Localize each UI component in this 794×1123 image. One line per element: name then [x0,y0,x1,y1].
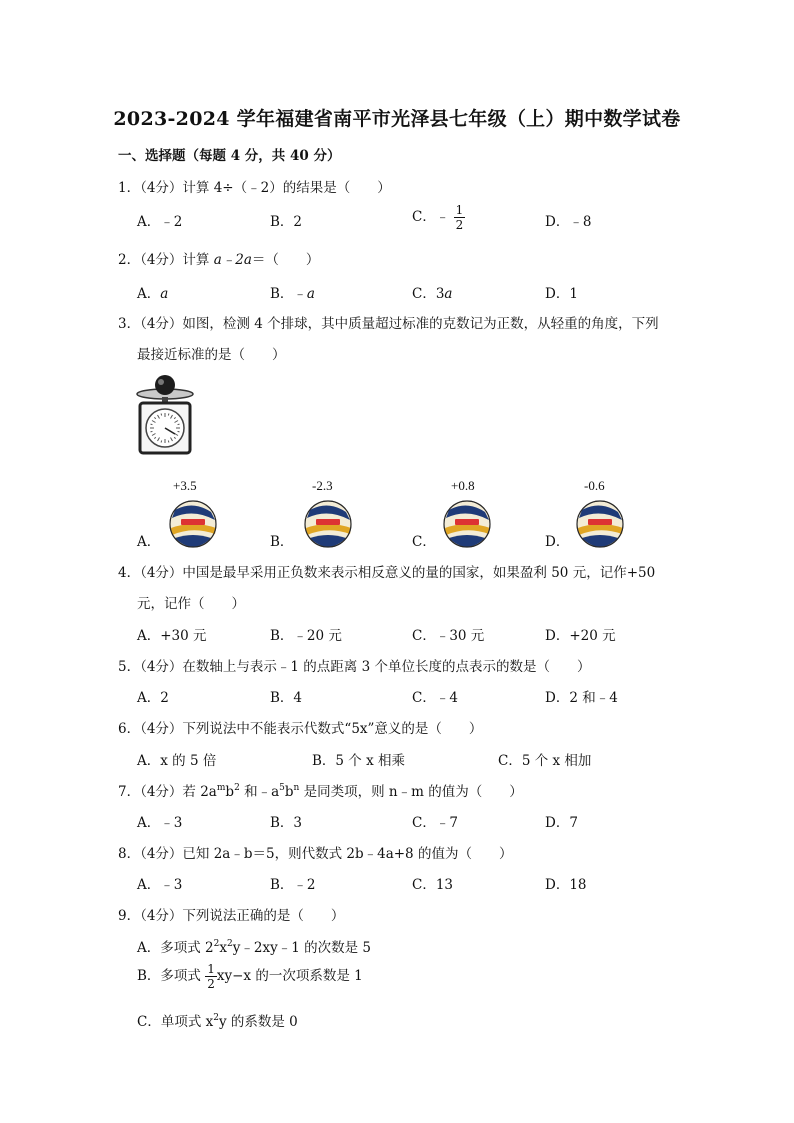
q7-option-d: D．7 [545,815,578,831]
q3-option-b: B． [270,534,294,550]
q5-option-b: B．4 [270,690,303,706]
q8-option-d: D．18 [545,877,587,893]
ball-a-label: +3.5 [173,478,197,493]
q4-option-a: A．+30 元 [137,628,207,644]
question-5-stem: 5．（4分）在数轴上与表示﹣1 的点距离 3 个单位长度的点表示的数是（ ） [118,659,591,675]
q9-a-x: x [219,940,227,956]
ball-panel-blue-bottom [449,535,485,547]
q9-b-fraction [205,963,217,990]
volleyball-a-icon [163,494,223,554]
q7-option-c: C．﹣7 [412,815,458,831]
ball-logo [181,519,205,525]
question-3-stem-line1: 3．（4分）如图，检测 4 个排球，其中质量超过标准的克数记为正数，从轻重的角度，下列 [118,316,659,332]
q1-option-b: B．2 [270,214,303,230]
dial-tick [151,424,153,425]
q2-expression: a﹣2a [213,252,252,268]
q4-option-c: C．﹣30 元 [412,628,485,644]
q7-term-b2: b [284,784,294,800]
question-8-stem: 8．（4分）已知 2a﹣b＝5，则代数式 2b﹣4a+8 的值为（ ） [118,846,513,862]
ball-panel-blue-bottom [310,535,346,547]
question-3-stem-line2: 最接近标准的是（ ） [137,347,286,363]
question-4-stem-line2: 元，记作（ ） [137,596,245,612]
ball-logo [588,519,612,525]
volleyball-c-icon [437,494,497,554]
ball-logo [455,519,479,525]
q7-term-b: b [225,784,235,800]
dial-tick [168,414,169,416]
q2-b-value: a [306,286,315,302]
ball-d-label: -0.6 [584,478,605,493]
q2-option-a [137,282,168,302]
q9-option-b [137,963,363,990]
q5-option-c: C．﹣4 [412,690,458,706]
q2-a-value: a [160,286,169,302]
q7-stem-end: 是同类项，则 n﹣m 的值为（ ） [299,784,523,800]
q2-option-d: D．1 [545,286,578,302]
q2-c-label: C．3 [412,286,445,302]
q7-term-a: 和﹣a [239,784,280,800]
dial-tick [168,441,169,443]
fraction-numerator: 1 [207,962,215,976]
q4-option-b: B．﹣20 元 [270,628,342,644]
q2-option-c [412,282,452,302]
ball-c-label: +0.8 [451,478,475,493]
q5-option-a: A．2 [137,690,169,706]
q6-option-c: C．5 个 x 相加 [498,753,592,769]
question-1-stem: 1．（4分）计算 4÷（﹣2）的结果是（ ） [118,180,391,196]
question-4-stem-line1: 4．（4分）中国是最早采用正负数来表示相反意义的量的国家，如果盈利 50 元，记作+50 [118,565,656,581]
q2-stem-end: ＝（ ） [251,252,320,268]
q7-exponent-2: 2 [234,783,240,793]
section-heading: 一、选择题（每题 4 分，共 40 分） [118,148,341,164]
dial-tick [178,424,180,425]
q2-c-value: a [444,286,453,302]
q2-a-label: A． [137,286,161,302]
q6-option-b: B．5 个 x 相乘 [312,753,405,769]
q1-option-c-fraction [454,204,466,231]
q9-a-exp1: 2 [213,939,220,949]
ball-panel-blue-bottom [582,535,618,547]
q3-option-a: A． [137,534,161,550]
q4-option-d: D．+20 元 [545,628,616,644]
volleyball-b-icon [298,494,358,554]
volleyball-d-icon [570,494,630,554]
fraction-denominator: 2 [207,977,215,991]
q9-a-text: A．多项式 2 [137,940,214,956]
q9-c-text: C．单项式 x [137,1014,214,1030]
q7-exponent-m: m [216,783,226,793]
q6-option-a: A．x 的 5 倍 [137,753,217,769]
fraction-denominator: 2 [455,218,464,232]
q9-a-exp2: 2 [227,939,233,949]
q5-option-d: D．2 和﹣4 [545,690,618,706]
question-2-stem [118,248,319,268]
q7-option-a: A．﹣3 [137,815,183,831]
q7-option-b: B．3 [270,815,303,831]
scale-illustration [133,374,205,456]
q7-stem-text: 7．（4分）若 2a [118,784,217,800]
dial-tick [161,441,162,443]
page-title: 2023-2024 学年福建省南平市光泽县七年级（上）期中数学试卷 [113,108,681,130]
q1-option-d: D．﹣8 [545,214,592,230]
q9-option-c [137,1010,298,1030]
q9-a-end: y﹣2xy﹣1 的次数是 5 [232,940,371,956]
q7-exponent-n: n [293,783,300,793]
q9-c-end: y 的系数是 0 [218,1014,298,1030]
question-9-stem: 9．（4分）下列说法正确的是（ ） [118,908,345,924]
ball-panel-blue-bottom [175,535,211,547]
dial-tick [161,414,162,416]
q7-exponent-5: 5 [279,783,285,793]
q3-option-c: C． [412,534,436,550]
q8-option-a: A．﹣3 [137,877,183,893]
q8-option-c: C．13 [412,877,454,893]
q8-option-b: B．﹣2 [270,877,316,893]
q3-option-d: D． [545,534,570,550]
dial-tick [178,431,180,432]
q9-b-text: B．多项式 [137,968,206,984]
q9-option-a [137,936,371,956]
fraction-numerator: 1 [455,203,464,217]
q1-option-c [412,204,465,231]
q2-stem-text: 2．（4分）计算 [118,252,214,268]
ball-logo [316,519,340,525]
ball-highlight [158,379,164,385]
q9-c-exp: 2 [213,1013,219,1023]
question-7-stem [118,780,523,800]
q2-b-label: B．﹣ [270,286,307,302]
q1-option-a: A．﹣2 [137,214,183,230]
ball-on-scale [155,375,175,395]
q2-option-b [270,282,315,302]
q9-b-end: xy−x 的一次项系数是 1 [216,968,363,984]
ball-b-label: -2.3 [312,478,333,493]
dial-tick [151,431,153,432]
q1-option-c-prefix: C．﹣ [412,209,450,225]
question-6-stem: 6．（4分）下列说法中不能表示代数式“5x”意义的是（ ） [118,721,483,737]
